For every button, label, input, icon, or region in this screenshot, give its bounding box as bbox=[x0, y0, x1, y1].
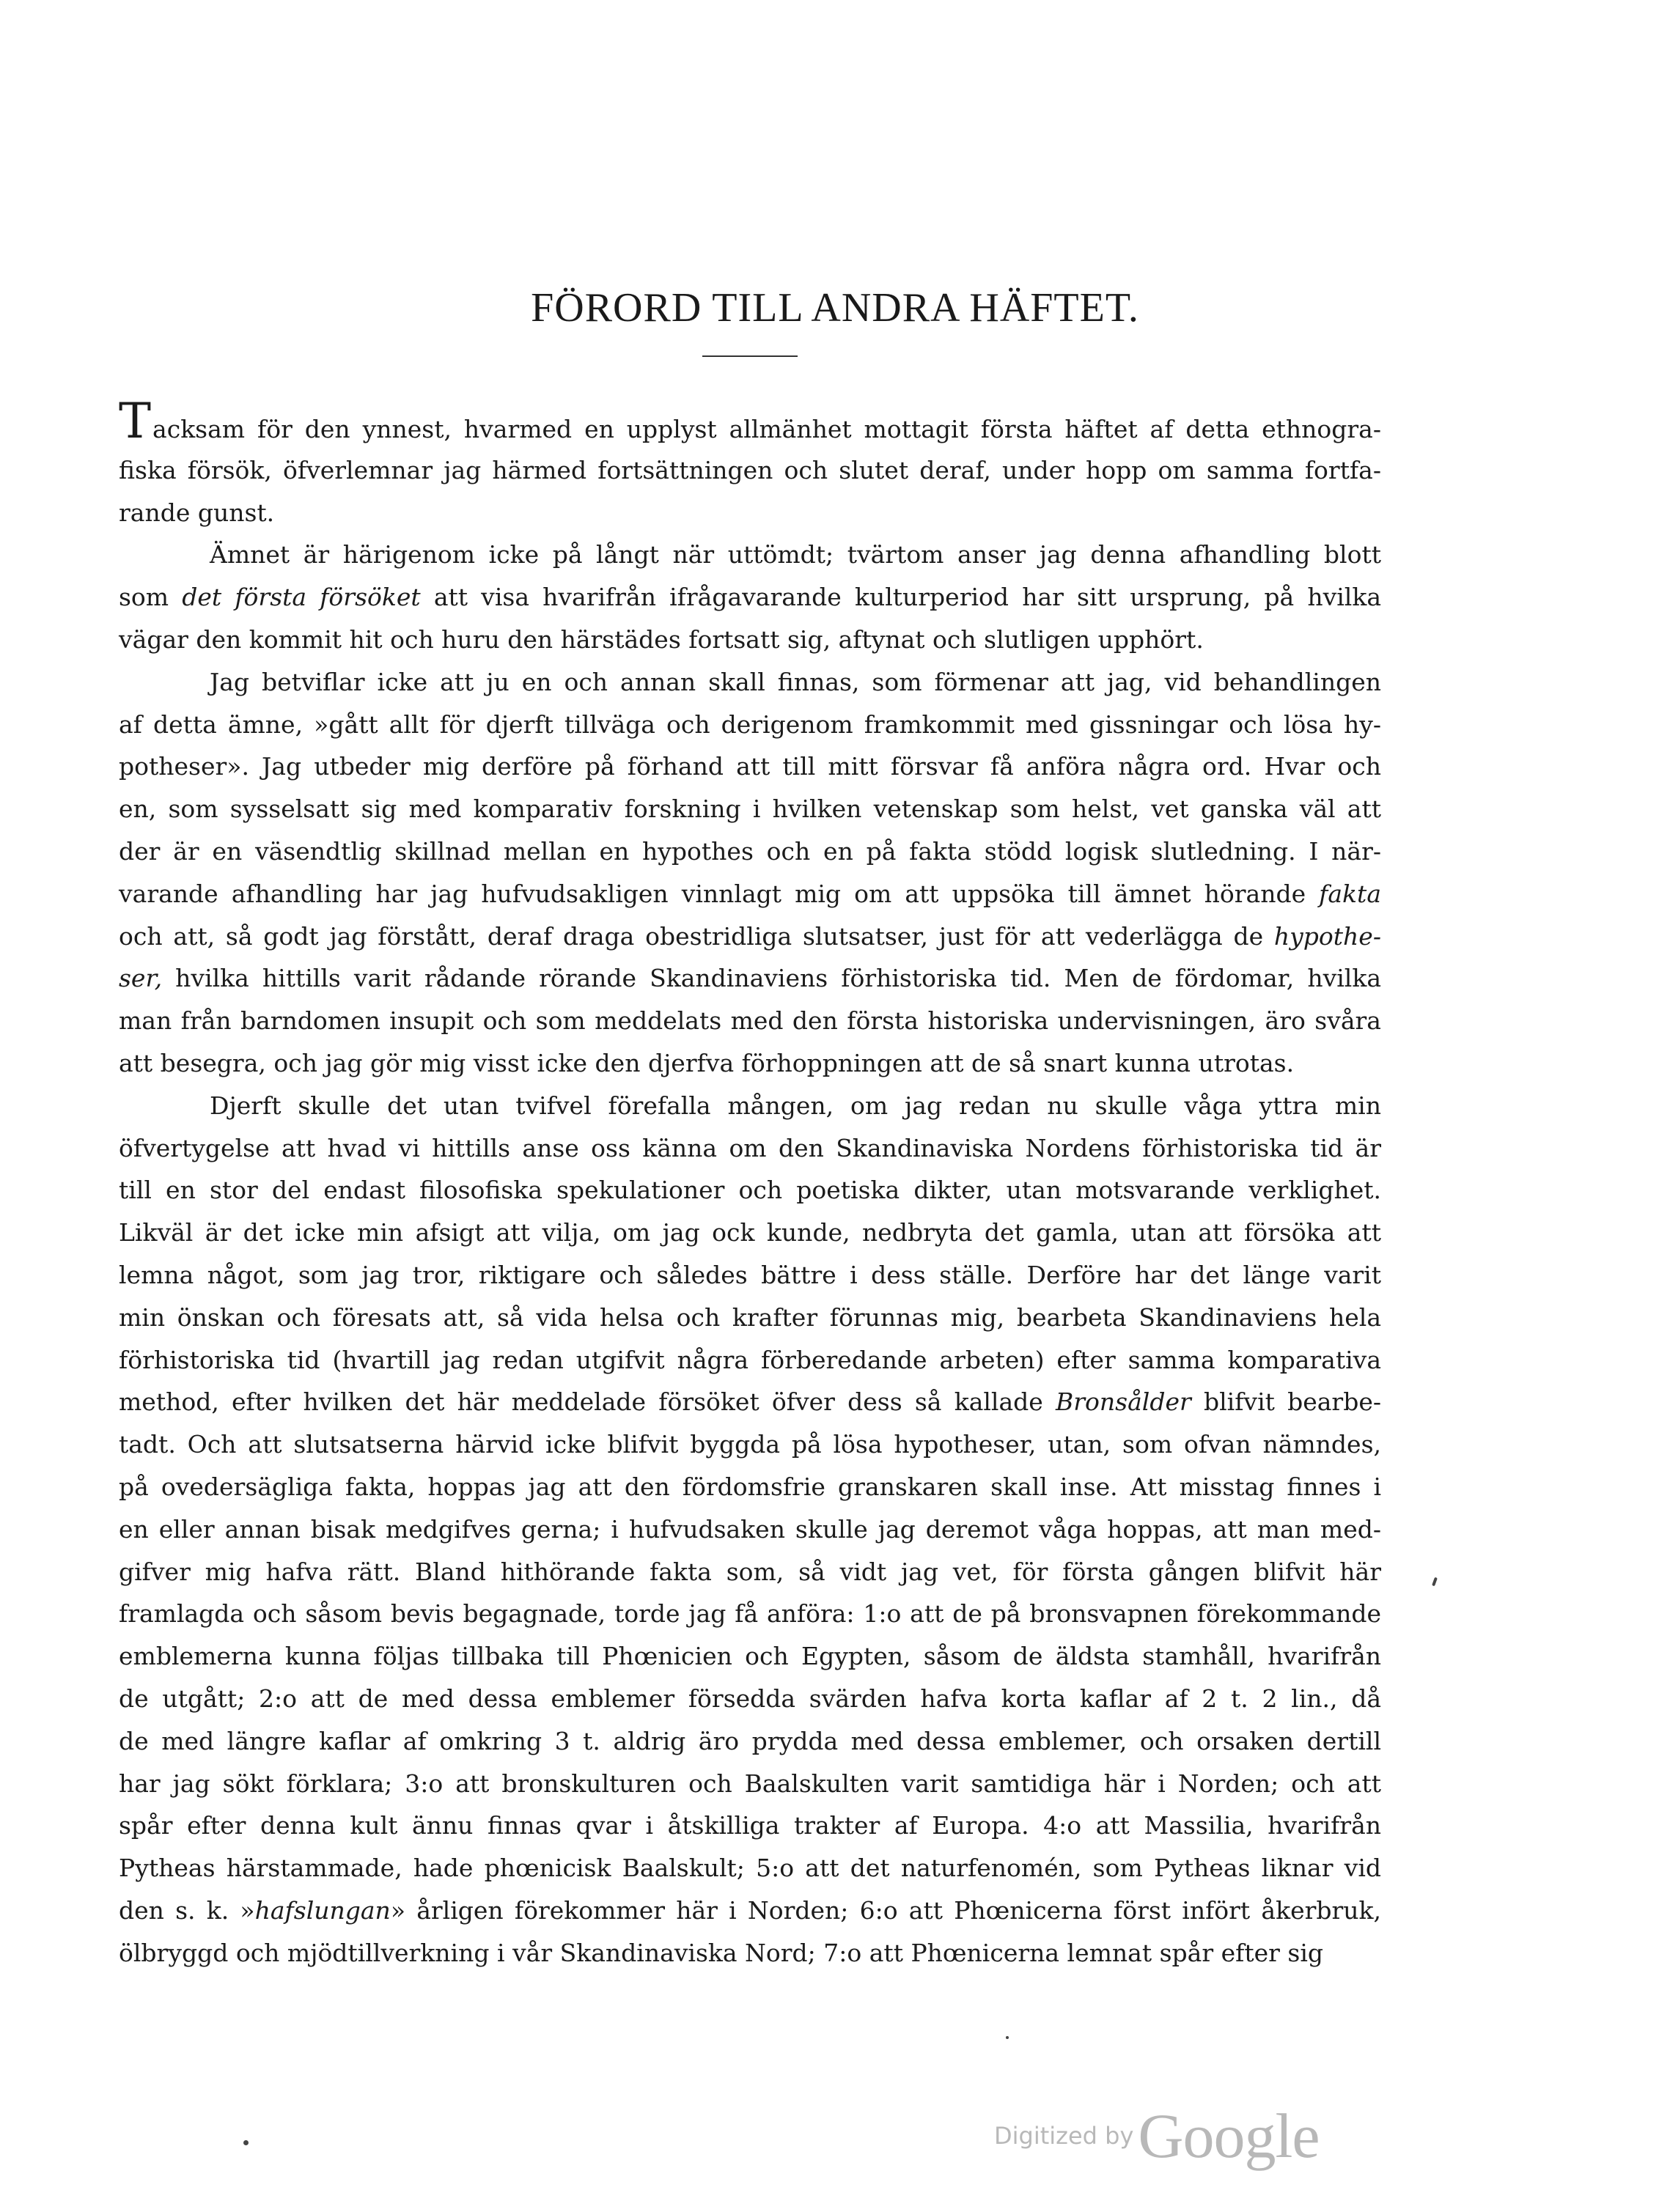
text-run: af detta ämne, »gått allt för djerft tillväga och derigenom framkommit med gissningar och lösa hy- bbox=[119, 709, 1381, 739]
text-line bbox=[119, 1000, 1381, 1042]
italic-text-run: hypothe- bbox=[1273, 921, 1381, 951]
text-line bbox=[119, 661, 1381, 704]
text-line bbox=[119, 1720, 1381, 1763]
italic-text-run: ser, bbox=[119, 964, 163, 993]
text-run: som bbox=[119, 583, 183, 612]
text-run: och att, så godt jag förstått, deraf draga obestridliga slutsatser, just för att vederlägga de bbox=[119, 921, 1274, 951]
drop-cap: T bbox=[119, 393, 152, 449]
text-run: framlagda och såsom bevis begagnade, torde jag få anföra: 1:o att de på bronsvapnen förekommande bbox=[119, 1599, 1381, 1629]
text-run: acksam för den ynnest, hvarmed en upplyst allmänhet mottagit första häftet af detta ethnogra- bbox=[152, 415, 1381, 443]
text-run: min önskan och föresats att, så vida helsa och krafter förunnas mig, bearbeta Skandinaviens hela bbox=[119, 1302, 1381, 1332]
text-run: på ovedersägliga fakta, hoppas jag att den fördomsfrie granskaren skall inse. Att misstag finnes i bbox=[119, 1472, 1381, 1501]
italic-text-run: hafslungan bbox=[254, 1895, 391, 1925]
text-line bbox=[119, 1212, 1381, 1254]
title-divider bbox=[702, 355, 798, 357]
text-run: till en stor del endast filosofiska spekulationer och poetiska dikter, utan motsvarande verklighet. bbox=[119, 1176, 1381, 1205]
text-line bbox=[119, 788, 1381, 830]
text-line bbox=[119, 534, 1381, 576]
text-run: emblemerna kunna följas tillbaka till Phœnicien och Egypten, såsom de äldsta stamhåll, hvarifrån bbox=[119, 1642, 1381, 1671]
text-line bbox=[119, 619, 1381, 661]
text-line bbox=[119, 1804, 1381, 1847]
text-run: fiska försök, öfverlemnar jag härmed fortsättningen och slutet deraf, under hopp om samma fortfa- bbox=[119, 455, 1381, 484]
text-line bbox=[119, 745, 1381, 788]
text-line bbox=[119, 1423, 1381, 1466]
text-run: hvilka hittills varit rådande rörande Skandinaviens förhistoriska tid. Men de fördomar, hvilka bbox=[162, 964, 1381, 993]
text-line bbox=[119, 492, 1381, 534]
text-line bbox=[119, 957, 1381, 1000]
text-run: Djerft skulle det utan tvifvel förefalla mången, om jag redan nu skulle våga yttra min bbox=[210, 1091, 1381, 1120]
text-line bbox=[119, 704, 1381, 746]
text-line bbox=[119, 1381, 1381, 1423]
text-line bbox=[119, 1932, 1381, 1975]
text-run: förhistoriska tid (hvartill jag redan utgifvit några förberedande arbeten) efter samma komparativa bbox=[119, 1345, 1381, 1374]
text-line bbox=[119, 1678, 1381, 1720]
text-run: Pytheas härstammade, hade phœnicisk Baalskult; 5:o att det naturfenomén, som Pytheas liknar vid bbox=[119, 1854, 1381, 1883]
text-line bbox=[119, 1169, 1381, 1212]
text-run: lemna något, som jag tror, riktigare och således bättre i dess ställe. Derföre har det länge varit bbox=[119, 1260, 1381, 1289]
text-line bbox=[119, 1466, 1381, 1508]
google-logo: Google bbox=[1138, 2101, 1320, 2171]
text-line bbox=[119, 1254, 1381, 1297]
italic-text-run: fakta bbox=[1319, 879, 1381, 908]
text-run: en eller annan bisak medgifves gerna; i hufvudsaken skulle jag deremot våga hoppas, att man med- bbox=[119, 1514, 1381, 1544]
text-line bbox=[119, 1593, 1381, 1635]
italic-text-run: Bronsålder bbox=[1056, 1387, 1191, 1417]
text-line bbox=[119, 1127, 1381, 1170]
text-line bbox=[119, 1297, 1381, 1339]
italic-text-run: det första försöket bbox=[182, 583, 421, 612]
text-run: varande afhandling har jag hufvudsakligen vinnlagt mig om att uppsöka till ämnet hörande bbox=[119, 879, 1320, 908]
text-line bbox=[119, 1890, 1381, 1932]
text-line bbox=[119, 1339, 1381, 1382]
stray-dot bbox=[1006, 2036, 1009, 2039]
text-run: man från barndomen insupit och som meddelats med den första historiska undervisningen, äro svåra bbox=[119, 1006, 1381, 1036]
text-run: en, som sysselsatt sig med komparativ forskning i hvilken vetenskap som helst, vet ganska väl att bbox=[119, 795, 1381, 824]
text-run: method, efter hvilken det här meddelade försöket öfver dess så kallade bbox=[119, 1387, 1056, 1417]
text-run: de med längre kaflar af omkring 3 t. aldrig äro prydda med dessa emblemer, och orsaken dertill bbox=[119, 1726, 1381, 1755]
text-run: tadt. Och att slutsatserna härvid icke blifvit byggda på lösa hypotheser, utan, som ofvan nämndes, bbox=[119, 1430, 1381, 1459]
digitized-by-google-watermark bbox=[994, 2099, 1320, 2172]
text-line bbox=[119, 449, 1381, 492]
text-line bbox=[119, 915, 1381, 958]
text-run: de utgått; 2:o att de med dessa emblemer försedda svärden hafva korta kaflar af 2 t. 2 lin., då bbox=[119, 1684, 1381, 1713]
text-run: potheser». Jag utbeder mig derföre på förhand att till mitt försvar få anföra några ord. Hvar och bbox=[119, 752, 1381, 781]
text-line bbox=[119, 1085, 1381, 1127]
text-line bbox=[119, 873, 1381, 915]
text-run: blifvit bearbe- bbox=[1191, 1387, 1381, 1417]
text-run: den s. k. » bbox=[119, 1895, 255, 1925]
text-run: vägar den kommit hit och huru den härstädes fortsatt sig, aftynat och slutligen upphört. bbox=[119, 624, 1204, 654]
stray-dot bbox=[243, 2140, 249, 2145]
text-line bbox=[119, 393, 1381, 449]
text-run: öfvertygelse att hvad vi hittills anse oss känna om den Skandinaviska Nordens förhistoriska tid är bbox=[119, 1133, 1381, 1162]
page-title: FÖRORD TILL ANDRA HÄFTET. bbox=[531, 285, 1139, 331]
text-line bbox=[119, 576, 1381, 619]
text-run: gifver mig hafva rätt. Bland hithörande fakta som, så vidt jag vet, för första gången blifvit här bbox=[119, 1557, 1381, 1586]
text-run: spår efter denna kult ännu finnas qvar i åtskilliga trakter af Europa. 4:o att Massilia, hvarifrån bbox=[119, 1811, 1381, 1840]
text-line bbox=[119, 1551, 1381, 1593]
text-run: att visa hvarifrån ifrågavarande kulturperiod har sitt ursprung, på hvilka bbox=[420, 583, 1381, 612]
text-line bbox=[119, 1635, 1381, 1678]
watermark-prefix: Digitized by bbox=[994, 2122, 1134, 2150]
text-run: Ämnet är härigenom icke på långt när uttömdt; tvärtom anser jag denna afhandling blott bbox=[210, 540, 1381, 569]
text-run: Jag betviflar icke att ju en och annan skall finnas, som förmenar att jag, vid behandlingen bbox=[210, 667, 1381, 696]
text-run: att besegra, och jag gör mig visst icke den djerfva förhoppningen att de så snart kunna utrotas. bbox=[119, 1048, 1295, 1077]
text-run: Likväl är det icke min afsigt att vilja, om jag ock kunde, nedbryta det gamla, utan att försöka att bbox=[119, 1218, 1381, 1247]
text-line bbox=[119, 1847, 1381, 1890]
text-run: rande gunst. bbox=[119, 498, 275, 527]
text-run: ölbryggd och mjödtillverkning i vår Skandinaviska Nord; 7:o att Phœnicerna lemnat spår efter sig bbox=[119, 1938, 1324, 1967]
text-line bbox=[119, 1042, 1381, 1085]
text-run: der är en väsendtlig skillnad mellan en hypothes och en på fakta stödd logisk slutledning. I när- bbox=[119, 836, 1381, 866]
text-line bbox=[119, 1763, 1381, 1805]
body-text bbox=[119, 393, 1382, 1974]
text-line bbox=[119, 830, 1381, 873]
text-run: har jag sökt förklara; 3:o att bronskulturen och Baalskulten varit samtidiga här i Norden; och att bbox=[119, 1769, 1381, 1798]
stray-mark bbox=[1432, 1577, 1438, 1587]
text-run: » årligen förekommer här i Norden; 6:o att Phœnicerna först infört åkerbruk, bbox=[390, 1895, 1382, 1925]
text-line bbox=[119, 1508, 1381, 1551]
